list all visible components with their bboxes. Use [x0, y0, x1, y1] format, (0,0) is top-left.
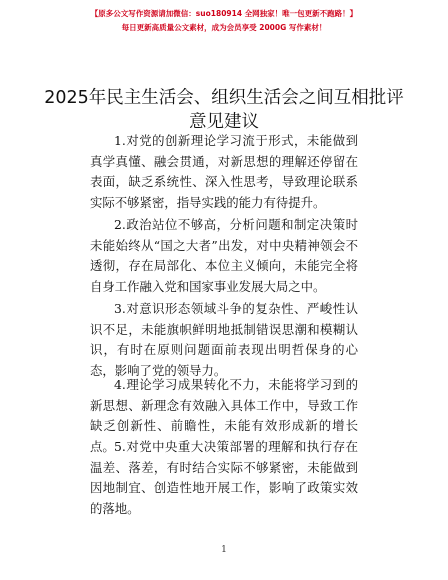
promo-banner [0, 7, 448, 35]
paragraph-2: 2.政治站位不够高，分析问题和制定决策时未能始终从“国之大者”出发，对中央精神领会不透彻，存在局部化、本位主义倾向，未能完全将自身工作融入党和国家事业发展大局之中。 [90, 217, 358, 294]
paragraph-4: 4.理论学习成果转化不力，未能将学习到的新思想、新理念有效融入具体工作中，导致工作缺乏创新性、前瞻性，未能有效形成新的增长点。 [90, 377, 358, 454]
paragraph-1: 1.对党的创新理论学习流于形式，未能做到真学真懂、融会贯通，对新思想的理解还停留在表面，缺乏系统性、深入性思考，导致理论联系实际不够紧密，指导实践的能力有待提升。 [90, 133, 358, 210]
promo-banner-line-1: 【原多公文写作资源请加微信：suo180914 全网独家！唯一包更新不跑路！】 [90, 9, 358, 18]
page-number: 1 [221, 545, 227, 555]
promo-banner-line-2: 每日更新高质量公文素材，成为会员享受 2000G 写作素材！ [121, 23, 327, 32]
paragraph-3: 3.对意识形态领域斗争的复杂性、严峻性认识不足，未能旗帜鲜明地抵制错误思潮和模糊认识，有时在原则问题面前表现出明哲保身的心态，影响了党的领导力。 [90, 301, 358, 378]
document-title: 2025年民主生活会、组织生活会之间互相批评意见建议 [44, 88, 404, 132]
paragraph-5: 5.对党中央重大决策部署的理解和执行存在温差、落差，有时结合实际不够紧密，未能做到因地制宜、创造性地开展工作，影响了政策实效的落地。 [90, 439, 358, 516]
